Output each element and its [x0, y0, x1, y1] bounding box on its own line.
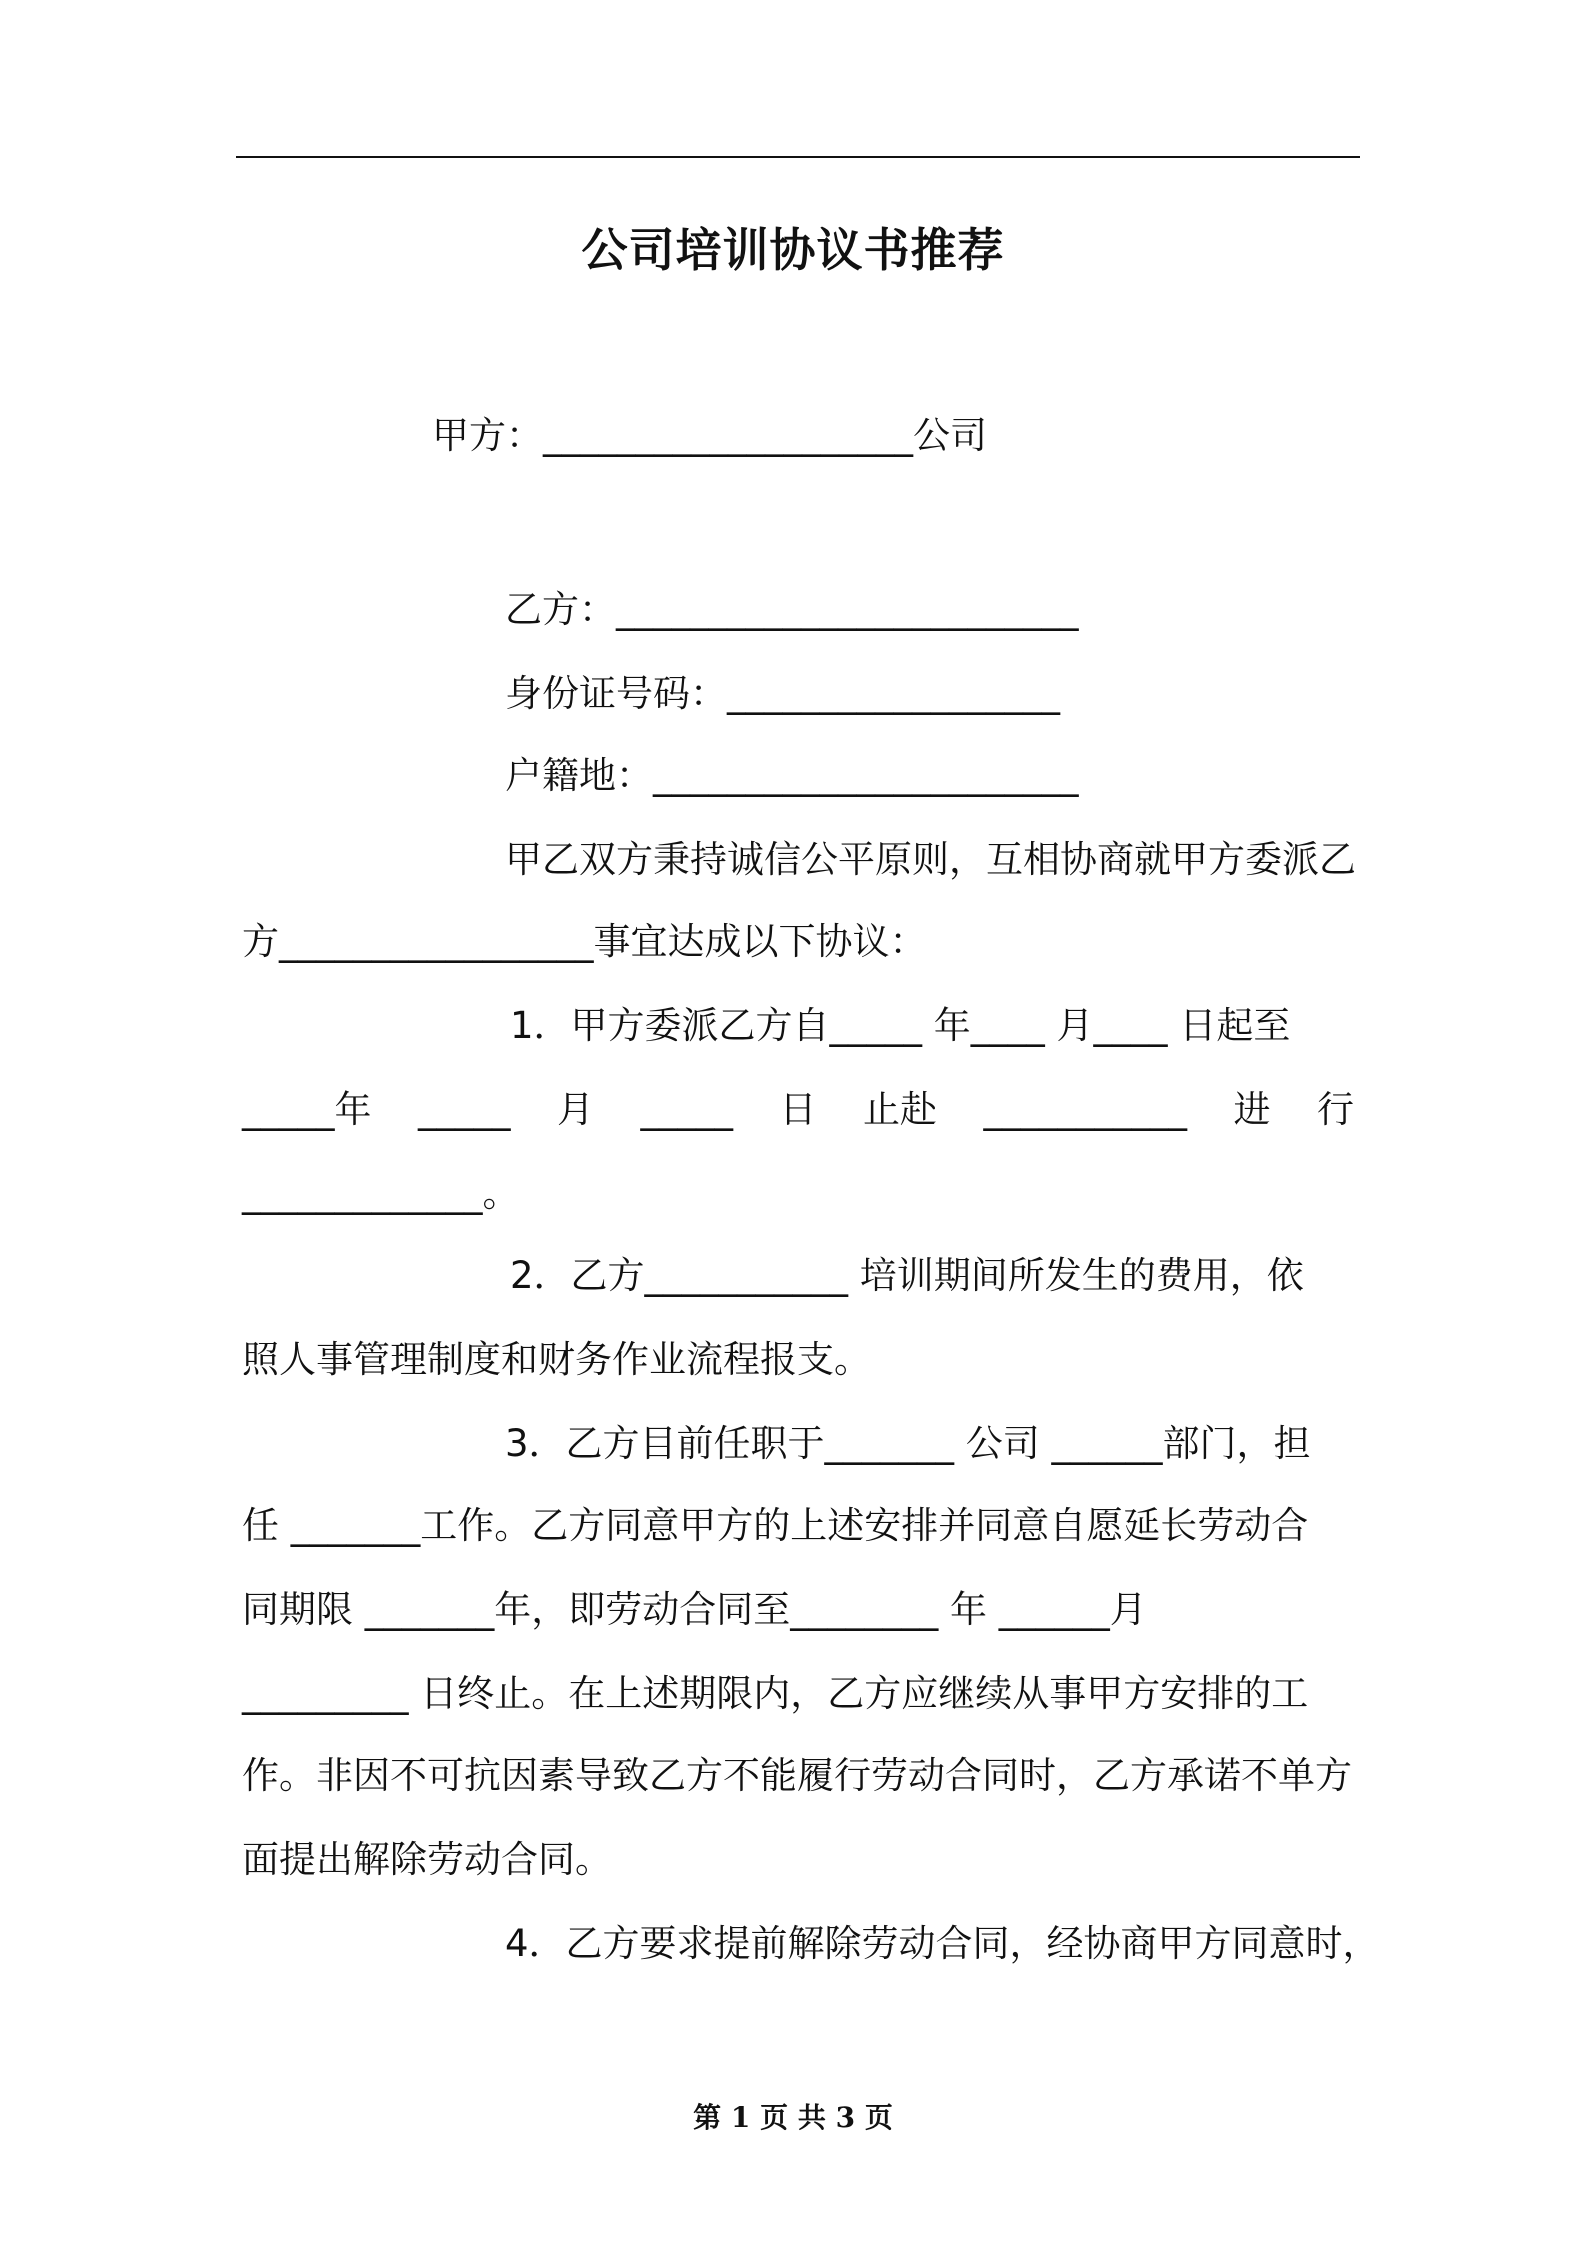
party-a-line: 甲方：____________________公司	[432, 414, 987, 457]
document-title: 公司培训协议书推荐	[581, 223, 1005, 277]
clause-3-line-6: 面提出解除劳动合同。	[242, 1838, 612, 1881]
intro-line-2: 方_________________事宜达成以下协议：	[242, 920, 927, 963]
page-footer: 第 1 页 共 3 页	[693, 2101, 893, 2134]
clause-1-part: 月	[557, 1088, 594, 1131]
clause-1-part: _____年	[242, 1088, 372, 1131]
header-rule	[236, 156, 1360, 158]
intro-line-1: 甲乙双方秉持诚信公平原则，互相协商就甲方委派乙	[505, 838, 1356, 881]
clause-4-line-1: 4．乙方要求提前解除劳动合同，经协商甲方同意时，	[505, 1922, 1380, 1965]
clause-1-line-1: 1．甲方委派乙方自_____ 年____ 月____ 日起至	[510, 1004, 1291, 1047]
clause-3-line-4: _________ 日终止。在上述期限内，乙方应继续从事甲方安排的工	[242, 1672, 1309, 1715]
clause-3-line-2: 任 _______工作。乙方同意甲方的上述安排并同意自愿延长劳动合	[242, 1504, 1309, 1547]
clause-3-line-3: 同期限 _______年，即劳动合同至________ 年 ______月	[242, 1588, 1147, 1631]
clause-1-line-2	[242, 1086, 1354, 1134]
clause-1-part: _____	[418, 1088, 511, 1131]
clause-1-part: 进	[1233, 1088, 1271, 1131]
clause-2-line-1: 2．乙方___________ 培训期间所发生的费用，依	[510, 1254, 1304, 1297]
party-b-line: 乙方：_________________________	[505, 588, 1079, 631]
domicile-line: 户籍地：_______________________	[505, 754, 1079, 797]
clause-1-line-3: _____________。	[242, 1172, 520, 1215]
clause-1-part: _____	[640, 1088, 733, 1131]
clause-3-line-5: 作。非因不可抗因素导致乙方不能履行劳动合同时，乙方承诺不单方	[242, 1754, 1352, 1797]
clause-1-part: 行	[1317, 1088, 1354, 1131]
clause-1-part: ___________	[983, 1088, 1187, 1131]
clause-2-line-2: 照人事管理制度和财务作业流程报支。	[242, 1338, 871, 1381]
clause-1-part: 日	[779, 1088, 817, 1131]
clause-3-line-1: 3．乙方目前任职于_______ 公司 ______部门，担	[505, 1422, 1311, 1465]
id-number-line: 身份证号码：__________________	[505, 672, 1060, 715]
clause-1-part: 止赴	[863, 1088, 937, 1131]
